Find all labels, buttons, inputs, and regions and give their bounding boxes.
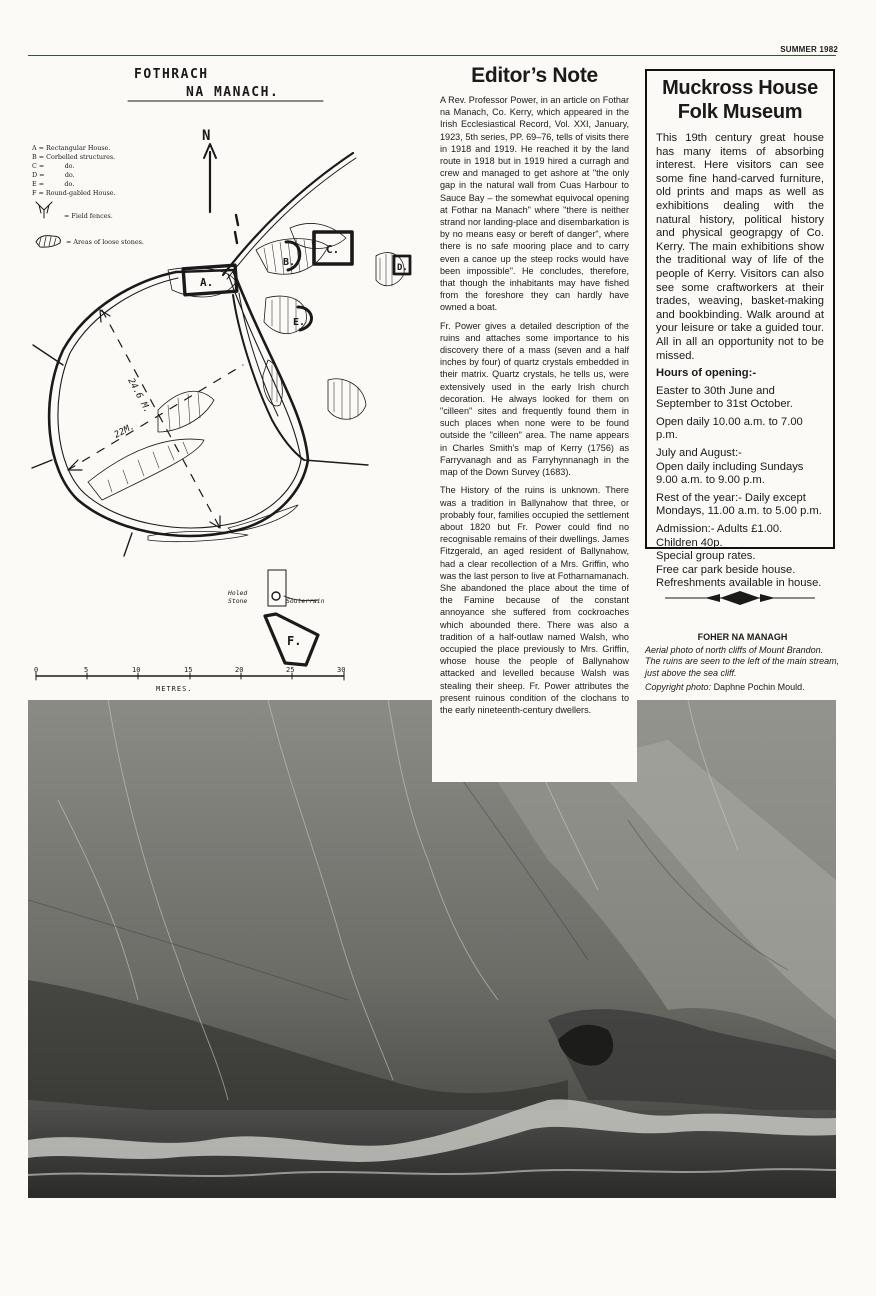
museum-title-line1: Muckross House — [662, 77, 818, 99]
label-e: E. — [293, 317, 306, 328]
hours-line: Rest of the year:- Daily except Mondays, 11.00 a.m. to 5.00 p.m. — [656, 491, 822, 518]
site-plan-drawing — [28, 60, 433, 700]
editors-note-paragraph: The History of the ruins is unknown. There was a tradition in Ballynahow that three, or probably four, families occupied the settlement about 1820 but Fr. Power could find no recognisable remains of their dwellings. James Fitzgerald, an aged resident of Ballynahow, had a clear recollection of a Mrs. Griffin, who was the last person to live at Fotharnamanach. She abandoned the place about the time of the Famine because of the constant annoyance she suffered from cockroaches which abounded there. There was also a tradition of a half-outlaw named Walsh, who occupied the place previously to Mrs. Griffin, whose house the people of Ballynahow attacked and levelled because Walsh was stealing their sheep. Fr. Power attributes the present ruinous condition of the clochans to the early nineteenth-century dwellers. — [440, 485, 629, 715]
hours-line: July and August:- Open daily including Sundays 9.00 a.m. to 9.00 p.m. — [656, 447, 804, 487]
holed-stone-label: Holed — [228, 589, 248, 597]
label-d: D. — [397, 263, 408, 273]
photo-credit-label: Copyright photo: — [645, 682, 712, 693]
legend-fences: = Field fences. — [64, 212, 113, 220]
scale-tick: 0 — [34, 666, 39, 674]
legend-line: F = Round-gabled House. — [32, 189, 116, 197]
scale-tick: 10 — [132, 666, 141, 674]
legend-stones: = Areas of loose stones. — [66, 238, 144, 246]
label-a: A. — [200, 276, 214, 289]
decorative-divider — [665, 588, 815, 608]
museum-title — [656, 76, 824, 124]
scale-tick: 20 — [235, 666, 244, 674]
museum-intro: This 19th century great house has many items of absorbing interest. Here visitors can see some fine hand-carved furniture, old prints and maps as well as exhibitions dealing with the natural history, political history and physical geograpgy of Co. Kerry. The main exhibitions show the traditional way of life of the people of Kerry. Visitors can also see some craftworkers at their trades, weaving, basket-making and bookbinding. Walk around at your leisure or take a guided tour. All in all an opportunity not to be missed. — [656, 132, 824, 362]
editors-note-paragraph: A Rev. Professor Power, in an article on Fothar na Manach, Co. Kerry, which appeared in the Irish Ecclesiastical Record, Vol. XXI, January, 1923, 5th series, PP. 69–76, tells of visits there in 1918 and 1919. He reached it by the land route in 1918 but in 1919 hired a curragh and crew and managed to get ashore at "the only gap in the natural wall from Cuas Harbour to Sauce Bay – the somewhat equivocal opening at Fothar na Manach" where "there is neither strand nor landing-place and disembarkation is by no means easy or bereft of danger", where there is no safe mooring place and to carry even a canoe up the steep rocks would have been impossible". He concludes, therefore, that though the inhabitants may have fished from the foreshore they can hardly have owned a boat. — [440, 95, 629, 313]
museum-title-line2: Folk Museum — [677, 101, 803, 123]
dimension-long: 24.6 M. — [125, 376, 152, 415]
scale-tick: 30 — [337, 666, 346, 674]
editors-note-title: Editor’s Note — [471, 64, 598, 87]
photo-credit — [645, 682, 840, 694]
admission-info: Admission:- Adults £1.00. Children 40p. Special group rates. Free car park beside house. Refreshments available in house. — [656, 523, 822, 590]
hours-line: Easter to 30th June and September to 31st October. — [656, 384, 793, 411]
map-title-line2: NA MANACH. — [186, 85, 280, 100]
holed-stone-label: Stone — [228, 597, 248, 605]
editors-note-paragraph: Fr. Power gives a detailed description of the ruins and attaches some importance to his discovery there of a mass (seven and a half inches by four) of quartz crystals embedded in their matrix. Quartz crystals, he tells us, were extensively used in the early Irish church decoration. He always looked for them on "cilleen" sites and frequently found them in such places when none were to be found outside the "cilleen" area. The name appears in Charles Smith's map of Kerry (1756) as Farryvanagh and as Farryhynnanagh in the map of the Down Survey (1683). — [440, 320, 629, 478]
label-b: B. — [283, 257, 296, 268]
label-c: C. — [326, 243, 340, 256]
hours-line: Open daily 10.00 a.m. to 7.00 p.m. — [656, 415, 803, 442]
scale-unit: METRES. — [156, 685, 193, 693]
legend-line: D = do. — [32, 171, 75, 179]
caption-text: Aerial photo of north cliffs of Mount Brandon. The ruins are seen to the left of the main stream, just above the sea cliff. — [645, 644, 840, 678]
dimension-short: 22M. — [112, 421, 137, 441]
scale-tick: 25 — [286, 666, 295, 674]
north-label: N — [202, 128, 211, 144]
issue-date: SUMMER 1982 — [780, 45, 838, 54]
museum-advert — [645, 69, 835, 590]
legend-line: A = Rectangular House. — [32, 144, 111, 152]
caption-title: FOHER NA MANAGH — [697, 632, 788, 642]
hours-heading: Hours of opening:- — [656, 367, 757, 380]
header-rule — [28, 55, 836, 56]
photo-credit-name: Daphne Pochin Mould. — [713, 682, 805, 693]
legend-line: C = do. — [32, 162, 75, 170]
scale-tick: 15 — [184, 666, 193, 674]
map-title-line1: FOTHRACH — [134, 67, 209, 82]
editors-note — [432, 60, 637, 782]
label-f: F. — [287, 634, 302, 648]
legend-line: B = Corbelled structures. — [32, 153, 116, 161]
scale-tick: 5 — [84, 666, 89, 674]
photo-caption — [645, 632, 840, 694]
legend-line: E = do. — [32, 180, 75, 188]
site-plan — [28, 60, 433, 700]
souterrain-label: Souterrain — [286, 597, 325, 605]
